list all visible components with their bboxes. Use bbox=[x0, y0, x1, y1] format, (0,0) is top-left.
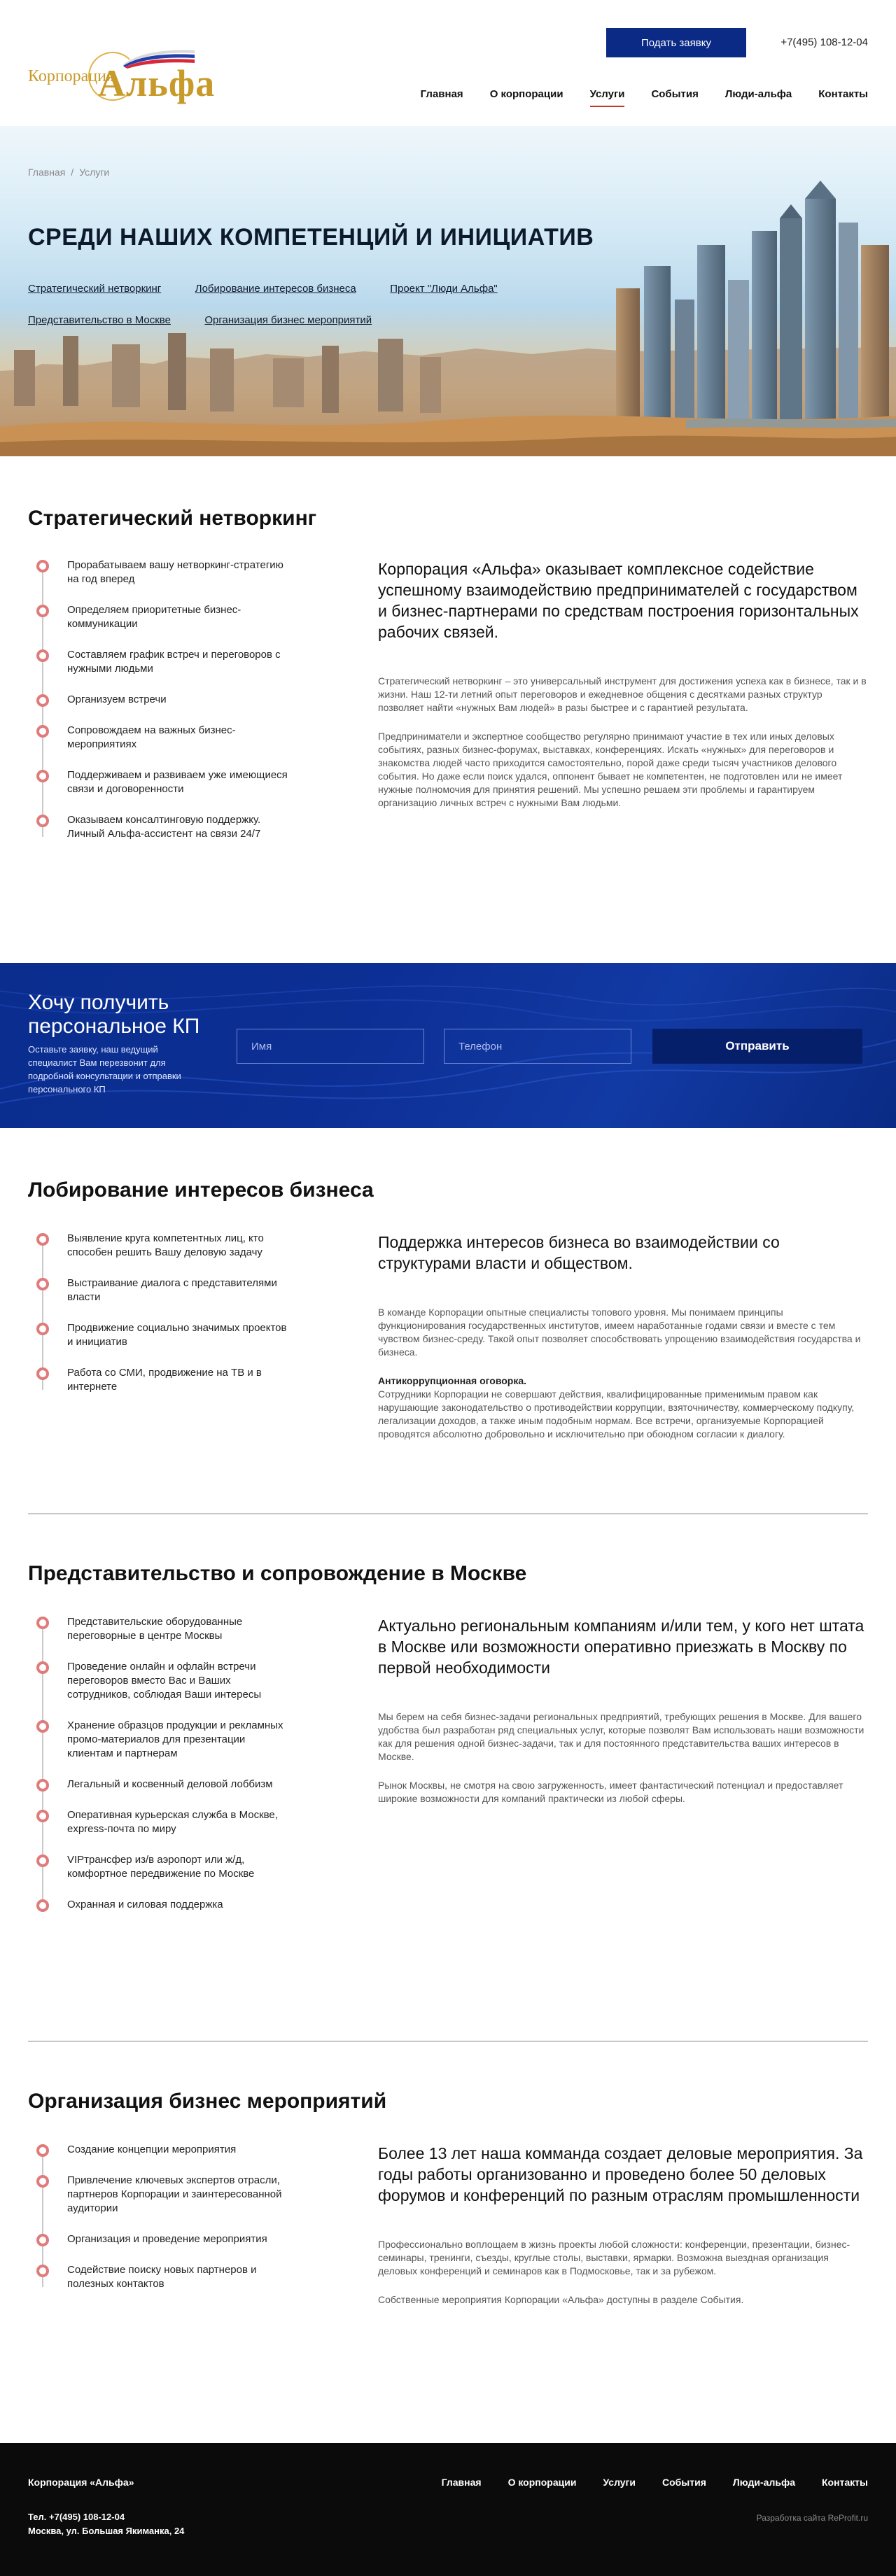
kp-title: Хочу получить персональное КП bbox=[28, 991, 200, 1038]
timeline-dot-icon bbox=[36, 1854, 49, 1867]
link-moscow[interactable]: Представительство в Москве bbox=[28, 314, 171, 326]
timeline-dot-icon bbox=[36, 1278, 49, 1290]
nav-people[interactable]: Люди-альфа bbox=[724, 88, 792, 100]
timeline-item: Охранная и силовая поддержка bbox=[28, 1898, 294, 1912]
timeline-item: Легальный и косвенный деловой лоббизм bbox=[28, 1778, 294, 1792]
timeline-dot-icon bbox=[36, 560, 49, 572]
phone-input[interactable] bbox=[444, 1029, 631, 1064]
section-content bbox=[378, 1615, 868, 1821]
timeline bbox=[28, 2143, 294, 2291]
section-content bbox=[378, 1232, 868, 1456]
breadcrumb bbox=[28, 167, 109, 178]
timeline-dot-icon bbox=[36, 1661, 49, 1674]
timeline-dot-icon bbox=[36, 2234, 49, 2246]
timeline-dot-icon bbox=[36, 1899, 49, 1912]
timeline-item: Поддерживаем и развиваем уже имеющиеся связи и договоренности bbox=[28, 768, 294, 796]
logo-text-corp: Корпорация bbox=[28, 67, 115, 85]
timeline-dot-icon bbox=[36, 1779, 49, 1792]
nav-home[interactable]: Главная bbox=[420, 88, 463, 100]
timeline-item: Содействие поиску новых партнеров и полезных контактов bbox=[28, 2263, 294, 2291]
section-content bbox=[378, 558, 868, 825]
timeline-dot-icon bbox=[36, 1720, 49, 1733]
lead-text: Более 13 лет наша комманда создает деловые мероприятия. За годы работы организованно и проведено более 50 деловых форумов и конференций по разным отраслям промышленности bbox=[378, 2144, 863, 2204]
footer-brand: Корпорация «Альфа» bbox=[28, 2477, 134, 2488]
timeline-dot-icon bbox=[36, 815, 49, 827]
paragraph: Рынок Москвы, не смотря на свою загруженность, имеет фантастический потенциал и предоставляет широкие возможности для компаний практически из любой сферы. bbox=[378, 1780, 844, 1804]
paragraph: Стратегический нетворкинг – это универсальный инструмент для достижения успеха как в бизнесе, так и в жизни. Наш 12-ти летний опыт переговоров и ежедневное общения с десятками разных структур позволяет найти «нужных Вам людей» в разы быстрее и с гарантией результата. bbox=[378, 675, 867, 713]
logo[interactable] bbox=[28, 49, 224, 105]
timeline-item: Привлечение ключевых экспертов отрасли, партнеров Корпорации и заинтересованной аудитории bbox=[28, 2174, 294, 2216]
timeline-item: Определяем приоритетные бизнес-коммуникации bbox=[28, 603, 294, 631]
timeline-item: Организуем встречи bbox=[28, 693, 294, 707]
anticorruption-text: Сотрудники Корпорации не совершают действия, квалифицированные применимым правом как нарушающие законодательство о противодействии коррупции, взяточничеству, коммерческому подкупу, легализации доходов, а также иным подобным нормам. Все встречи, организуемые Корпорацией проводятся абсолютно добровольно и исключительно при обоюдном согласии к диалогу. bbox=[378, 1388, 855, 1440]
kp-request-block bbox=[0, 963, 896, 1128]
link-events[interactable]: Организация бизнес мероприятий bbox=[204, 314, 372, 326]
footer-nav-contacts[interactable]: Контакты bbox=[821, 2477, 868, 2488]
timeline-dot-icon bbox=[36, 1617, 49, 1629]
timeline-dot-icon bbox=[36, 2265, 49, 2277]
paragraph: Профессионально воплощаем в жизнь проекты любой сложности: конференции, презентации, бизнес-семинары, тренинги, съезды, круглые столы, выставки, ярмарки. Возможна выездная организация деловых конференций и семинаров как в Подмосковье, так и за рубежом. bbox=[378, 2239, 850, 2276]
section-title: Организация бизнес мероприятий bbox=[28, 2090, 387, 2113]
timeline bbox=[28, 558, 294, 841]
site-header bbox=[0, 0, 896, 126]
timeline-item: Составляем график встреч и переговоров с нужными людьми bbox=[28, 648, 294, 676]
link-networking[interactable]: Стратегический нетворкинг bbox=[28, 283, 162, 295]
timeline-item: Проведение онлайн и офлайн встречи переговоров вместо Вас и Ваших сотрудников, соблюдая Ваши интересы bbox=[28, 1660, 294, 1702]
timeline bbox=[28, 1615, 294, 1912]
timeline-item: VIPтрансфер из/в аэропорт или ж/д, комфортное передвижение по Москве bbox=[28, 1853, 294, 1881]
footer-nav-about[interactable]: О корпорации bbox=[507, 2477, 577, 2488]
developer-credit[interactable]: Разработка сайта ReProfit.ru bbox=[756, 2513, 868, 2523]
timeline-dot-icon bbox=[36, 694, 49, 707]
breadcrumb-current: Услуги bbox=[79, 167, 110, 178]
site-footer bbox=[0, 2443, 896, 2576]
paragraph: Мы берем на себя бизнес-задачи региональных предприятий, требующих решения в Москве. Для вашего удобства был разработан ряд специальных услуг, которые позволят Вам использовать наши возможности как для решения одной бизнес-задачи, так и для постоянного представительства ваших интересов в Москве. bbox=[378, 1711, 864, 1762]
footer-nav bbox=[442, 2477, 868, 2488]
header-phone[interactable]: +7(495) 108-12-04 bbox=[780, 36, 868, 48]
anticorruption-title: Антикоррупционная оговорка. bbox=[378, 1375, 527, 1386]
nav-contacts[interactable]: Контакты bbox=[818, 88, 868, 100]
name-input[interactable] bbox=[237, 1029, 424, 1064]
nav-services[interactable]: Услуги bbox=[590, 88, 625, 107]
paragraph: Предприниматели и экспертное сообщество регулярно принимают участие в тех или иных деловых событиях, разных бизнес-форумах, выставках, конференциях. Искать «нужных» для переговоров и знакомства людей часто приходится самостоятельно, порой даже среди тысяч участников делового события. Но даже если поиск удался, оппонент бывает не компетентен, не подготовлен или не имеет нужные полномочия для принятия решений. Мы успешно решаем эти проблемы и гарантируем организацию личных встреч с нужными Вам людьми. bbox=[378, 731, 843, 808]
footer-address: Москва, ул. Большая Якиманка, 24 bbox=[28, 2526, 185, 2536]
timeline-item: Хранение образцов продукции и рекламных промо-материалов для презентации клиентам и партнерам bbox=[28, 1719, 294, 1761]
timeline-dot-icon bbox=[36, 1810, 49, 1822]
section-events bbox=[0, 2042, 896, 2422]
section-title: Лобирование интересов бизнеса bbox=[28, 1178, 374, 1202]
lead-text: Корпорация «Альфа» оказывает комплексное содействие успешному взаимодействию предпринимателей с государством и бизнес-партнерами по средствам построения горизонтальных рабочих связей. bbox=[378, 560, 859, 641]
paragraph: В команде Корпорации опытные специалисты топового уровня. Мы понимаем принципы функционирования государственных институтов, имеем наработанные годами связи и вместе с тем чувством бизнес-среду. Такой опыт позволяет способствовать упрощению взаимодействия государства и бизнеса. bbox=[378, 1307, 861, 1358]
hero-banner bbox=[0, 126, 896, 456]
timeline-item: Оказываем консалтинговую поддержку. Личный Альфа-ассистент на связи 24/7 bbox=[28, 813, 294, 841]
section-title: Стратегический нетворкинг bbox=[28, 507, 317, 530]
timeline-item: Прорабатываем вашу нетворкинг-стратегию на год вперед bbox=[28, 558, 294, 586]
timeline-dot-icon bbox=[36, 649, 49, 662]
kp-description: Оставьте заявку, наш ведущий специалист Вам перезвонит для подробной консультации и отправки персонального КП bbox=[28, 1044, 181, 1095]
timeline-item: Создание концепции мероприятия bbox=[28, 2143, 294, 2157]
footer-phone[interactable]: Тел. +7(495) 108-12-04 bbox=[28, 2512, 125, 2522]
timeline-item: Работа со СМИ, продвижение на ТВ и в интернете bbox=[28, 1366, 294, 1394]
logo-text-alfa: Альфа bbox=[98, 62, 216, 104]
competency-links bbox=[28, 283, 560, 346]
send-button[interactable]: Отправить bbox=[652, 1029, 862, 1064]
timeline-dot-icon bbox=[36, 770, 49, 782]
timeline-item: Выявление круга компетентных лиц, кто способен решить Вашу деловую задачу bbox=[28, 1232, 294, 1260]
timeline-dot-icon bbox=[36, 1323, 49, 1335]
timeline bbox=[28, 1232, 294, 1394]
lead-text: Актуально региональным компаниям и/или тем, у кого нет штата в Москве или возможности оперативно приезжать в Москву по первой необходимости bbox=[378, 1617, 864, 1677]
paragraph: Собственные мероприятия Корпорации «Альфа» доступны в разделе События. bbox=[378, 2294, 744, 2305]
lead-text: Поддержка интересов бизнеса во взаимодействии со структурами власти и обществом. bbox=[378, 1233, 780, 1272]
section-content bbox=[378, 2143, 868, 2322]
section-title: Представительство и сопровождение в Москве bbox=[28, 1562, 527, 1585]
timeline-item: Организация и проведение мероприятия bbox=[28, 2232, 294, 2246]
breadcrumb-separator: / bbox=[71, 167, 74, 178]
breadcrumb-home[interactable]: Главная bbox=[28, 167, 66, 178]
timeline-item: Продвижение социально значимых проектов и инициатив bbox=[28, 1321, 294, 1349]
nav-events[interactable]: События bbox=[651, 88, 699, 100]
timeline-item: Оперативная курьерская служба в Москве, express-почта по миру bbox=[28, 1808, 294, 1836]
footer-nav-people[interactable]: Люди-альфа bbox=[732, 2477, 795, 2488]
link-people-alfa[interactable]: Проект "Люди Альфа" bbox=[390, 283, 498, 295]
section-lobbying bbox=[0, 1128, 896, 1514]
timeline-dot-icon bbox=[36, 2144, 49, 2157]
main-nav bbox=[421, 88, 868, 107]
footer-nav-services[interactable]: Услуги bbox=[603, 2477, 636, 2488]
timeline-dot-icon bbox=[36, 605, 49, 617]
timeline-dot-icon bbox=[36, 1233, 49, 1246]
timeline-item: Представительские оборудованные переговорные в центре Москвы bbox=[28, 1615, 294, 1643]
timeline-dot-icon bbox=[36, 2175, 49, 2188]
submit-request-button[interactable]: Подать заявку bbox=[606, 28, 746, 57]
timeline-item: Сопровождаем на важных бизнес-мероприятиях bbox=[28, 724, 294, 752]
footer-nav-home[interactable]: Главная bbox=[441, 2477, 482, 2488]
section-networking bbox=[0, 456, 896, 963]
link-lobbying[interactable]: Лобирование интересов бизнеса bbox=[195, 283, 356, 295]
section-moscow bbox=[0, 1514, 896, 2042]
timeline-dot-icon bbox=[36, 725, 49, 738]
footer-nav-events[interactable]: События bbox=[662, 2477, 706, 2488]
timeline-item: Выстраивание диалога с представителями власти bbox=[28, 1276, 294, 1304]
timeline-dot-icon bbox=[36, 1367, 49, 1380]
nav-about[interactable]: О корпорации bbox=[489, 88, 564, 100]
page-title: СРЕДИ НАШИХ КОМПЕТЕНЦИЙ И ИНИЦИАТИВ bbox=[28, 224, 594, 251]
